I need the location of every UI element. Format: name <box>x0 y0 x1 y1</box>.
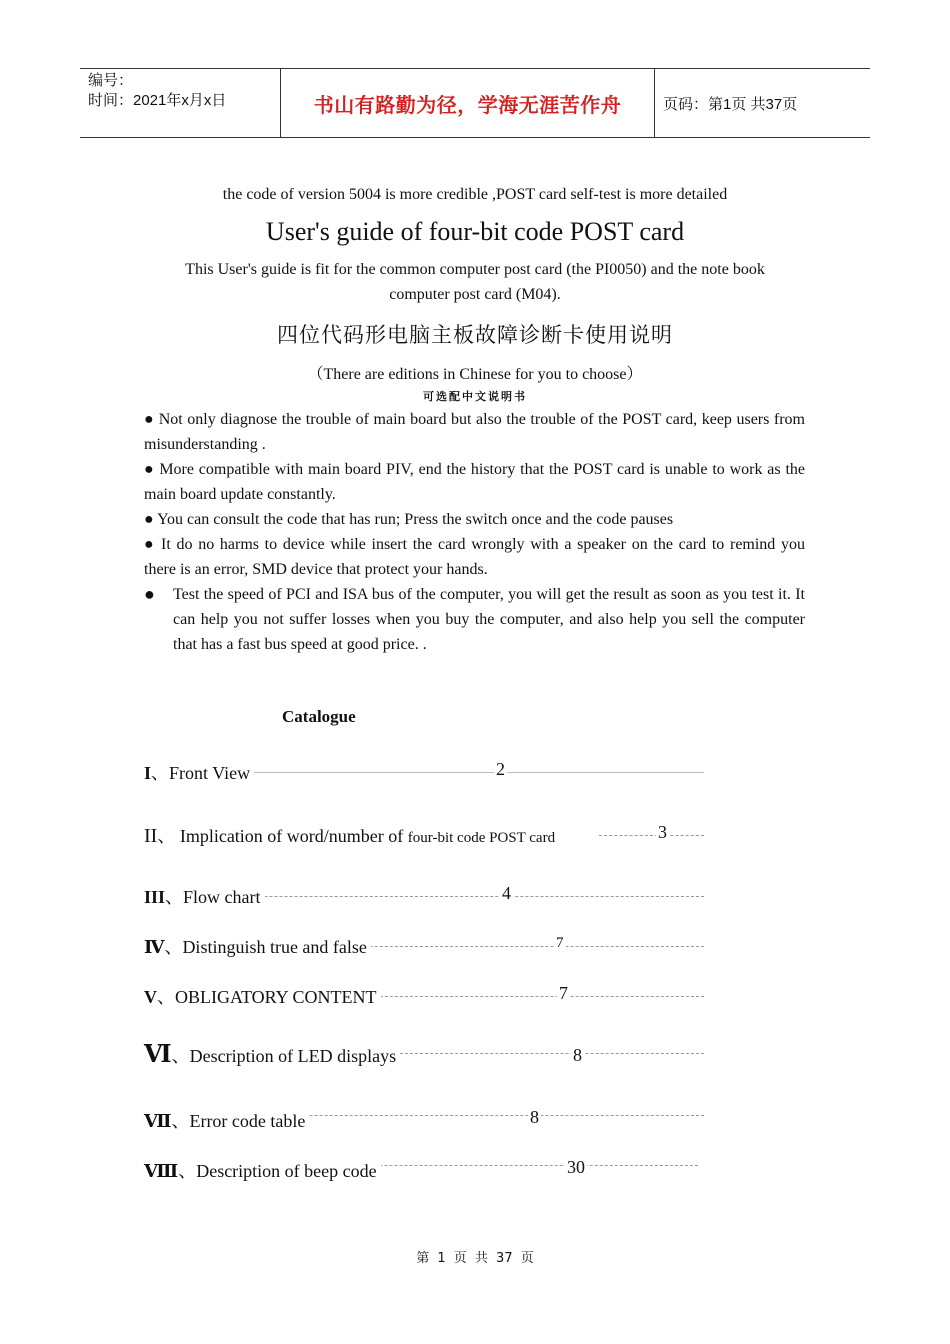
toc-separator: 、 <box>157 987 175 1007</box>
toc-numeral: I <box>144 763 152 783</box>
toc-numeral: III <box>144 887 166 907</box>
toc-numeral: V <box>144 987 157 1007</box>
toc-text: Distinguish true and false <box>182 937 367 957</box>
toc-page: 30 <box>567 1157 585 1177</box>
toc-entry[interactable] <box>144 757 704 787</box>
number-label: 编号： <box>88 72 134 89</box>
toc-page: 2 <box>496 759 505 779</box>
header-page-info: 页码：第1页 共37页 <box>663 95 798 113</box>
toc-text: Implication of word/number of <box>179 826 408 846</box>
page-header <box>80 68 870 138</box>
subtitle-line-2: computer post card (M04). <box>389 286 561 303</box>
toc-entry[interactable] <box>144 931 704 961</box>
toc-separator: 、 <box>178 1161 197 1181</box>
feature-item-text: Test the speed of PCI and ISA bus of the computer, you will get the result as soon as you test it. It can help you not suffer losses when you buy the computer, and also help you sell the computer that has a fast bus speed at good price. . <box>173 586 805 653</box>
toc-leader <box>599 835 704 836</box>
feature-item: ● More compatible with main board PIV, end the history that the POST card is unable to work as the main board update constantly. <box>144 461 805 503</box>
chinese-note: 可选配中文说明书 <box>423 390 527 403</box>
toc-entry[interactable] <box>144 981 704 1011</box>
editions-note: （There are editions in Chinese for you to choose） <box>307 366 643 383</box>
toc-page: 3 <box>658 822 667 842</box>
toc-separator: 、 <box>157 826 180 846</box>
toc-entry[interactable] <box>144 1105 704 1135</box>
header-motto: 书山有路勤为径，学海无涯苦作舟 <box>280 69 655 137</box>
toc-text: Flow chart <box>183 887 261 907</box>
toc-numeral: II <box>144 825 158 847</box>
toc-numeral: Ⅷ <box>144 1161 179 1181</box>
feature-item: ● Not only diagnose the trouble of main board but also the trouble of the POST card, keep users from misunderstanding . <box>144 411 805 453</box>
feature-list <box>144 407 805 657</box>
toc-page: 8 <box>530 1107 539 1127</box>
toc-separator: 、 <box>165 887 184 907</box>
toc-numeral: Ⅶ <box>144 1111 172 1131</box>
toc-text: Description of LED displays <box>189 1046 397 1066</box>
toc-page: 8 <box>573 1045 582 1065</box>
toc-separator: 、 <box>171 1046 190 1066</box>
chinese-title: 四位代码形电脑主板故障诊断卡使用说明 <box>277 323 673 347</box>
feature-item <box>144 582 805 657</box>
toc-page: 7 <box>556 935 564 951</box>
toc-entry[interactable] <box>144 881 704 911</box>
toc-text: Error code table <box>189 1111 306 1131</box>
catalogue-title: Catalogue <box>282 707 356 726</box>
subtitle-line-1: This User's guide is fit for the common computer post card (the PI0050) and the note book <box>185 261 765 278</box>
toc-separator: 、 <box>171 1111 190 1131</box>
toc-text: Front View <box>169 763 251 783</box>
toc-text-small: four-bit code POST card <box>407 830 556 846</box>
toc-separator: 、 <box>151 763 170 783</box>
feature-item: ● It do no harms to device while insert the card wrongly with a speaker on the card to remind you there is an error, SMD device that protect your hands. <box>144 536 805 578</box>
toc-page: 4 <box>502 883 511 903</box>
intro-line: the code of version 5004 is more credible ,POST card self-test is more detailed <box>222 186 728 203</box>
toc-page: 7 <box>559 983 568 1003</box>
toc-separator: 、 <box>164 937 183 957</box>
toc-text: Description of beep code <box>196 1161 377 1181</box>
header-meta <box>88 71 278 111</box>
bullet-dot-icon: ● <box>144 584 155 604</box>
toc-text: OBLIGATORY CONTENT <box>175 987 377 1007</box>
page-footer: 第 1 页 共 37 页 <box>416 1251 534 1266</box>
toc-numeral: Ⅵ <box>144 1042 172 1068</box>
toc-numeral: Ⅳ <box>144 937 165 957</box>
document-title: User's guide of four-bit code POST card <box>265 217 685 246</box>
date-label: 时间：2021年x月x日 <box>88 92 227 109</box>
feature-item: ● You can consult the code that has run; Press the switch once and the code pauses <box>144 511 674 528</box>
toc-entry[interactable] <box>144 1043 704 1073</box>
toc-entry[interactable] <box>144 820 704 850</box>
toc-entry[interactable] <box>144 1155 704 1185</box>
